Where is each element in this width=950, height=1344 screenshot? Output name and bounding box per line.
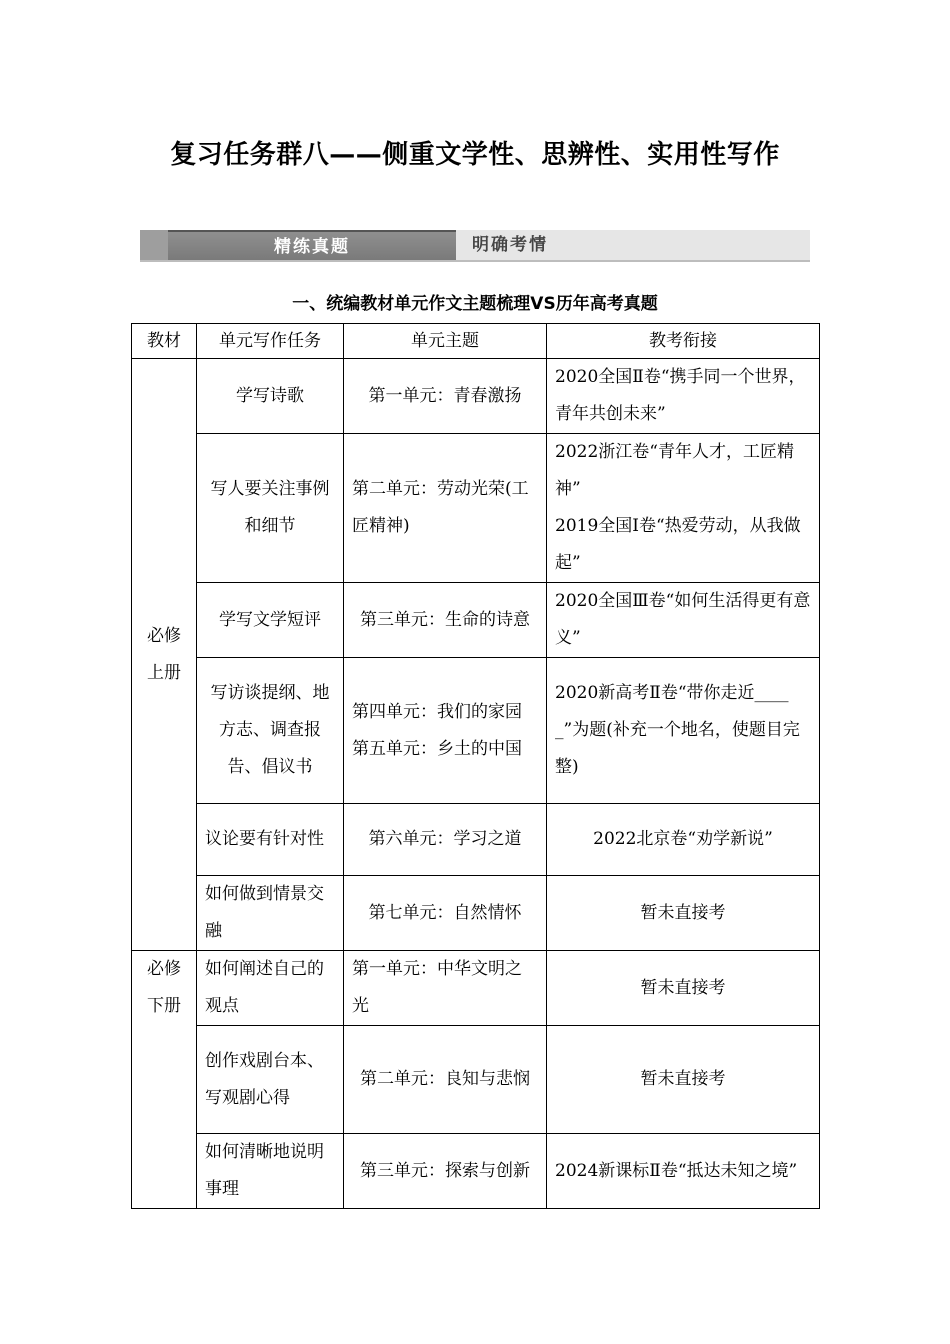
task-cell: 如何清晰地说明事理 xyxy=(197,1134,344,1209)
theme-cell: 第二单元：劳动光荣(工匠精神) xyxy=(344,434,547,583)
theme-cell: 第三单元：探索与创新 xyxy=(344,1134,547,1209)
page-title: 复习任务群八——侧重文学性、思辨性、实用性写作 xyxy=(170,140,780,170)
link-cell: 暂未直接考 xyxy=(547,951,820,1026)
textbook-cell: 必修 上册 xyxy=(132,359,197,951)
table-row xyxy=(132,876,820,951)
theme-cell: 第六单元：学习之道 xyxy=(344,804,547,876)
theme-cell: 第一单元：青春激扬 xyxy=(344,359,547,434)
link-cell: 2020全国Ⅲ卷“如何生活得更有意义” xyxy=(547,583,820,658)
link-cell: 暂未直接考 xyxy=(547,876,820,951)
link-cell: 2024新课标Ⅱ卷“抵达未知之境” xyxy=(547,1134,820,1209)
table-row xyxy=(132,1026,820,1134)
banner-cap xyxy=(140,230,168,260)
task-cell: 学写文学短评 xyxy=(197,583,344,658)
task-cell: 如何做到情景交融 xyxy=(197,876,344,951)
section-banner xyxy=(140,230,810,262)
theme-cell: 第一单元：中华文明之光 xyxy=(344,951,547,1026)
task-cell: 议论要有针对性 xyxy=(197,804,344,876)
curriculum-table xyxy=(131,323,820,1209)
task-cell: 学写诗歌 xyxy=(197,359,344,434)
task-cell: 写人要关注事例和细节 xyxy=(197,434,344,583)
table-row xyxy=(132,804,820,876)
theme-cell: 第七单元：自然情怀 xyxy=(344,876,547,951)
header-task: 单元写作任务 xyxy=(197,324,344,359)
link-cell: 2020全国Ⅱ卷“携手同一个世界，青年共创未来” xyxy=(547,359,820,434)
table-row xyxy=(132,658,820,804)
header-textbook: 教材 xyxy=(132,324,197,359)
header-link: 教考衔接 xyxy=(547,324,820,359)
header-theme: 单元主题 xyxy=(344,324,547,359)
link-cell: 2022北京卷“劝学新说” xyxy=(547,804,820,876)
link-cell: 2022浙江卷“青年人才，工匠精神” 2019全国Ⅰ卷“热爱劳动，从我做起” xyxy=(547,434,820,583)
banner-secondary-label: 明确考情 xyxy=(472,235,548,255)
table-row xyxy=(132,583,820,658)
textbook-cell: 必修 下册 xyxy=(132,951,197,1209)
table-header-row xyxy=(132,324,820,359)
section-heading: 一、统编教材单元作文主题梳理VS历年高考真题 xyxy=(292,294,658,314)
task-cell: 创作戏剧台本、写观剧心得 xyxy=(197,1026,344,1134)
banner-primary-label: 精练真题 xyxy=(168,230,456,260)
table-row xyxy=(132,434,820,583)
table-row xyxy=(132,951,820,1026)
link-cell: 暂未直接考 xyxy=(547,1026,820,1134)
link-cell: 2020新高考Ⅱ卷“带你走近_____”为题(补充一个地名，使题目完整) xyxy=(547,658,820,804)
theme-cell: 第三单元：生命的诗意 xyxy=(344,583,547,658)
task-cell: 写访谈提纲、地方志、调查报告、倡议书 xyxy=(197,658,344,804)
theme-cell: 第二单元：良知与悲悯 xyxy=(344,1026,547,1134)
theme-cell: 第四单元：我们的家园 第五单元：乡土的中国 xyxy=(344,658,547,804)
table-row xyxy=(132,359,820,434)
task-cell: 如何阐述自己的观点 xyxy=(197,951,344,1026)
table-row xyxy=(132,1134,820,1209)
